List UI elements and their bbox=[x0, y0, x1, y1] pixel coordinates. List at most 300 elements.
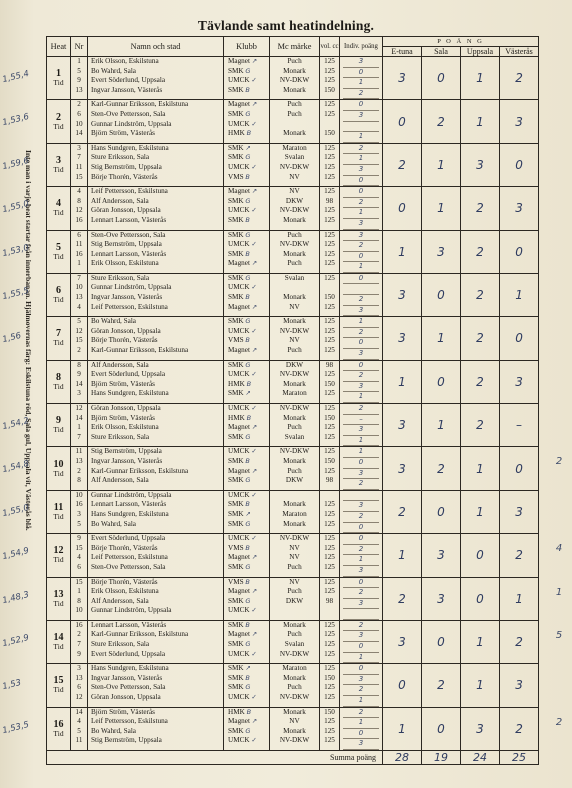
rider-mc: Puch bbox=[287, 562, 302, 571]
rider-indiv: 0 bbox=[343, 534, 379, 545]
rider-nr: 16 bbox=[75, 500, 83, 509]
rider-nr: 8 bbox=[77, 360, 81, 369]
rider-club-text: SMK bbox=[228, 196, 244, 205]
rider-name: Alf Andersson, Sala bbox=[91, 196, 149, 205]
rider-club bbox=[224, 553, 269, 563]
rider-indiv: – bbox=[343, 415, 379, 426]
rider-club-text: Magnet bbox=[228, 423, 250, 432]
rider-club-text: SMK bbox=[228, 317, 244, 326]
team-points: 2 bbox=[383, 143, 422, 186]
heat-time-handwritten: 1,54,8 bbox=[1, 458, 31, 476]
rider-name: Sture Eriksson, Sala bbox=[91, 273, 150, 282]
rider-nr: 6 bbox=[77, 683, 81, 692]
column-nr bbox=[71, 490, 88, 533]
team-points: 0 bbox=[422, 490, 461, 533]
team-points: 2 bbox=[461, 273, 500, 316]
team-points: 0 bbox=[461, 534, 500, 577]
rider-cc: 98 bbox=[325, 476, 334, 485]
rider-indiv: 1 bbox=[343, 718, 379, 729]
rider-club-text: UMCK bbox=[228, 119, 250, 128]
handwritten-mark: ↗ bbox=[251, 466, 258, 475]
heat-number-cell bbox=[47, 447, 71, 490]
rider-name: Börje Thorén, Västerås bbox=[91, 577, 158, 586]
rider-cc: 125 bbox=[324, 553, 335, 562]
team-points: 2 bbox=[461, 404, 500, 447]
column-club bbox=[224, 707, 270, 750]
heat-time-handwritten: 1,59,6 bbox=[1, 155, 31, 173]
column-nr bbox=[71, 187, 88, 230]
rider-club bbox=[224, 293, 269, 303]
rider-indiv: 1 bbox=[343, 392, 379, 403]
rider-club-text: Magnet bbox=[228, 302, 250, 311]
rider-cc: 125 bbox=[324, 664, 335, 673]
tid-label: Tid bbox=[53, 78, 64, 88]
column-mc bbox=[270, 534, 320, 577]
rider-cc: 125 bbox=[324, 100, 335, 109]
rider-mc: NV-DKW bbox=[279, 649, 310, 658]
column-indiv bbox=[340, 620, 383, 663]
rider-indiv: 3 bbox=[343, 306, 379, 317]
heat-number: 1 bbox=[56, 68, 61, 80]
team-points: 3 bbox=[500, 490, 539, 533]
handwritten-mark: G bbox=[245, 109, 251, 118]
rider-club bbox=[224, 578, 269, 588]
rider-nr: 1 bbox=[77, 259, 81, 268]
rider-club bbox=[224, 404, 269, 414]
team-points: 0 bbox=[422, 707, 461, 750]
rider-cc: 150 bbox=[324, 293, 335, 302]
column-indiv bbox=[340, 143, 383, 186]
rider-club-text: Magnet bbox=[228, 553, 250, 562]
heat-number-cell bbox=[47, 577, 71, 620]
rider-mc: NV-DKW bbox=[279, 404, 310, 412]
rider-cc bbox=[320, 120, 339, 130]
rider-name: Börje Thorén, Västerås bbox=[91, 336, 158, 345]
team-points: 3 bbox=[383, 57, 422, 100]
rider-name: Gunnar Lindström, Uppsala bbox=[91, 490, 172, 499]
rider-cc: 125 bbox=[324, 683, 335, 692]
column-club bbox=[224, 404, 270, 447]
column-name bbox=[88, 490, 224, 533]
team-points: 2 bbox=[500, 534, 539, 577]
rider-cc: 125 bbox=[324, 509, 335, 518]
column-nr bbox=[71, 317, 88, 360]
handwritten-mark: ✓ bbox=[251, 283, 257, 292]
team-points: 2 bbox=[500, 57, 539, 100]
handwritten-mark: G bbox=[245, 519, 251, 528]
rider-nr: 4 bbox=[77, 187, 81, 196]
rider-cc: 150 bbox=[324, 456, 335, 465]
handwritten-mark: G bbox=[245, 726, 251, 735]
rider-club bbox=[224, 274, 269, 284]
rider-club bbox=[224, 346, 269, 356]
rider-name: Karl-Gunnar Eriksson, Eskilstuna bbox=[91, 346, 189, 355]
rider-mc: Monark bbox=[283, 129, 306, 138]
rider-cc: 125 bbox=[324, 519, 335, 528]
rider-name: Hans Sundgren, Eskilstuna bbox=[91, 664, 169, 673]
rider-club-text: Magnet bbox=[228, 259, 250, 268]
rider-club-text: SMK bbox=[228, 476, 244, 485]
team-points: 3 bbox=[422, 577, 461, 620]
column-name bbox=[88, 317, 224, 360]
rider-mc: Puch bbox=[287, 346, 302, 355]
rider-indiv bbox=[343, 491, 379, 502]
rider-cc: 125 bbox=[324, 317, 335, 326]
rider-indiv: 2 bbox=[343, 328, 379, 339]
rider-club bbox=[224, 67, 269, 77]
rider-indiv: 3 bbox=[343, 566, 379, 577]
rider-name: Gunnar Lindström, Uppsala bbox=[91, 283, 172, 292]
handwritten-mark: G bbox=[245, 230, 251, 239]
rider-club bbox=[224, 110, 269, 120]
team-points: 0 bbox=[422, 273, 461, 316]
rider-nr: 4 bbox=[77, 553, 81, 562]
rider-mc bbox=[270, 606, 319, 616]
heat-time-handwritten: 1,52,9 bbox=[1, 632, 31, 650]
rider-club-text: VMS bbox=[228, 577, 244, 586]
rider-nr: 5 bbox=[77, 66, 81, 75]
rider-nr: 9 bbox=[77, 370, 81, 379]
rider-nr: 16 bbox=[75, 620, 83, 629]
rider-name: Sture Eriksson, Sala bbox=[91, 640, 150, 649]
rider-indiv: 0 bbox=[343, 338, 379, 349]
rider-mc bbox=[270, 283, 319, 293]
rider-club-text: Magnet bbox=[228, 630, 250, 639]
handwritten-mark: G bbox=[245, 153, 251, 162]
column-indiv bbox=[340, 317, 383, 360]
rider-club-text: UMCK bbox=[228, 404, 250, 412]
rider-indiv: 0 bbox=[343, 252, 379, 263]
heat-number: 2 bbox=[56, 111, 61, 123]
heat-time-handwritten: 1,53,6 bbox=[1, 111, 31, 129]
rider-name: Björn Ström, Västerås bbox=[91, 707, 155, 716]
column-cc bbox=[320, 187, 340, 230]
handwritten-mark: G bbox=[245, 273, 251, 282]
header-poang: P O Ä N G bbox=[383, 37, 539, 47]
rider-club-text: SMK bbox=[228, 293, 244, 302]
tid-label: Tid bbox=[53, 555, 64, 565]
team-points: 3 bbox=[500, 360, 539, 403]
column-club bbox=[224, 577, 270, 620]
rider-name: Leif Pettersson, Eskilstuna bbox=[91, 717, 168, 726]
column-nr bbox=[71, 360, 88, 403]
rider-cc: 125 bbox=[324, 534, 335, 543]
rider-mc: Puch bbox=[287, 109, 302, 118]
rider-cc: 150 bbox=[324, 129, 335, 138]
rider-cc: 125 bbox=[324, 587, 335, 596]
rider-mc: Maraton bbox=[282, 389, 307, 398]
rider-name: Lennart Larsson, Västerås bbox=[91, 500, 167, 509]
column-mc bbox=[270, 230, 320, 273]
column-cc bbox=[320, 577, 340, 620]
rider-nr: 11 bbox=[75, 162, 83, 171]
rider-nr: 3 bbox=[77, 389, 81, 398]
rider-cc: 125 bbox=[324, 404, 335, 412]
handwritten-mark: B bbox=[245, 456, 250, 465]
rider-mc: NV-DKW bbox=[279, 693, 310, 702]
rider-name: Sten-Ove Pettersson, Sala bbox=[91, 230, 166, 239]
rider-cc: 125 bbox=[324, 736, 335, 745]
rider-cc: 125 bbox=[324, 447, 335, 456]
team-points: 1 bbox=[383, 534, 422, 577]
rider-indiv: 3 bbox=[343, 739, 379, 750]
right-margin-note: 4 bbox=[555, 543, 563, 554]
team-points: 3 bbox=[383, 620, 422, 663]
rider-nr: 7 bbox=[77, 153, 81, 162]
column-name bbox=[88, 620, 224, 663]
rider-club-text: SMK bbox=[228, 640, 244, 649]
rider-club bbox=[224, 197, 269, 207]
rider-indiv: 1 bbox=[343, 447, 379, 458]
rider-club-text: UMCK bbox=[228, 649, 250, 658]
rider-name: Ingvar Jansson, Västerås bbox=[91, 456, 163, 465]
column-cc bbox=[320, 404, 340, 447]
summa-sala: 19 bbox=[422, 751, 461, 765]
rider-cc bbox=[320, 606, 339, 616]
heat-time-handwritten: 1,53 bbox=[1, 677, 23, 693]
column-indiv bbox=[340, 707, 383, 750]
handwritten-mark: G bbox=[245, 66, 251, 75]
column-mc bbox=[270, 143, 320, 186]
rider-cc: 125 bbox=[324, 240, 335, 249]
rider-club bbox=[224, 544, 269, 554]
column-indiv bbox=[340, 490, 383, 533]
rider-cc: 125 bbox=[324, 215, 335, 224]
rider-name: Karl-Gunnar Eriksson, Eskilstuna bbox=[91, 466, 189, 475]
rider-club bbox=[224, 674, 269, 684]
handwritten-mark: ✓ bbox=[251, 119, 257, 128]
rider-nr: 1 bbox=[77, 587, 81, 596]
rider-mc: Monark bbox=[283, 317, 306, 326]
rider-nr: 11 bbox=[75, 736, 83, 745]
rider-indiv: 3 bbox=[343, 631, 379, 642]
team-points: 2 bbox=[422, 664, 461, 707]
rider-cc: 125 bbox=[324, 389, 335, 398]
column-cc bbox=[320, 57, 340, 100]
rider-nr: 5 bbox=[77, 317, 81, 326]
rider-nr: 14 bbox=[75, 707, 83, 716]
rider-club-text: SMK bbox=[228, 85, 244, 94]
rider-indiv bbox=[343, 122, 379, 133]
handwritten-mark: B bbox=[246, 379, 252, 388]
handwritten-mark: G bbox=[245, 596, 251, 605]
rider-cc: 125 bbox=[324, 693, 335, 702]
rider-nr: 12 bbox=[75, 404, 83, 412]
rider-club bbox=[224, 563, 269, 573]
rider-name: Evert Söderlund, Uppsala bbox=[91, 649, 166, 658]
team-points: 1 bbox=[383, 230, 422, 273]
rider-name: Erik Olsson, Eskilstuna bbox=[91, 587, 159, 596]
rider-nr: 1 bbox=[77, 57, 81, 65]
rider-indiv: 2 bbox=[343, 371, 379, 382]
team-points: 1 bbox=[461, 490, 500, 533]
handwritten-mark: G bbox=[245, 476, 251, 485]
rider-mc: Puch bbox=[287, 683, 302, 692]
rider-club bbox=[224, 727, 269, 737]
rider-name: Göran Jonsson, Uppsala bbox=[91, 326, 161, 335]
rider-indiv: 2 bbox=[343, 241, 379, 252]
rider-name: Erik Olsson, Eskilstuna bbox=[91, 423, 159, 432]
rider-club bbox=[224, 587, 269, 597]
rider-indiv: 0 bbox=[343, 642, 379, 653]
rider-indiv: 2 bbox=[343, 621, 379, 632]
rider-name: Evert Söderlund, Uppsala bbox=[91, 76, 166, 85]
right-margin-note: 1 bbox=[555, 587, 563, 598]
rider-nr: 13 bbox=[75, 293, 83, 302]
rider-indiv: 3 bbox=[343, 599, 379, 610]
rider-mc: Puch bbox=[287, 630, 302, 639]
rider-club bbox=[224, 693, 269, 703]
rider-club bbox=[224, 717, 269, 727]
rider-indiv: 0 bbox=[343, 68, 379, 79]
column-cc bbox=[320, 230, 340, 273]
rider-indiv bbox=[343, 609, 379, 620]
rider-mc: Monark bbox=[283, 620, 306, 629]
handwritten-mark: ↗ bbox=[245, 389, 251, 398]
heat-row bbox=[47, 447, 539, 490]
page-title: Tävlande samt heatindelning. bbox=[197, 18, 375, 33]
handwritten-mark: B bbox=[245, 577, 250, 586]
column-cc bbox=[320, 273, 340, 316]
rider-club bbox=[224, 491, 269, 501]
rider-name: Sture Eriksson, Sala bbox=[91, 153, 150, 162]
column-cc bbox=[320, 620, 340, 663]
rider-indiv: 1 bbox=[343, 132, 379, 143]
heat-number-cell bbox=[47, 620, 71, 663]
rider-mc: Maraton bbox=[282, 143, 307, 152]
rider-club bbox=[224, 153, 269, 163]
heat-row bbox=[47, 620, 539, 663]
rider-nr: 1 bbox=[77, 423, 81, 432]
rider-name: Sten-Ove Pettersson, Sala bbox=[91, 683, 166, 692]
rider-indiv: 0 bbox=[343, 274, 379, 285]
rider-nr: 13 bbox=[75, 673, 83, 682]
tid-label: Tid bbox=[53, 685, 64, 695]
handwritten-mark: B bbox=[245, 172, 250, 181]
column-nr bbox=[71, 577, 88, 620]
handwritten-mark: ✓ bbox=[251, 736, 257, 745]
column-name bbox=[88, 664, 224, 707]
team-points: 0 bbox=[461, 577, 500, 620]
rider-mc: Monark bbox=[283, 413, 306, 422]
column-cc bbox=[320, 360, 340, 403]
rider-club bbox=[224, 534, 269, 544]
rider-club-text: Magnet bbox=[228, 587, 250, 596]
column-indiv bbox=[340, 187, 383, 230]
rider-name: Gunnar Lindström, Uppsala bbox=[91, 606, 172, 615]
handwritten-mark: ✓ bbox=[251, 326, 257, 335]
handwritten-mark: ↗ bbox=[251, 423, 258, 432]
rider-mc: Svalan bbox=[284, 153, 305, 162]
rider-mc: NV bbox=[289, 336, 300, 345]
rider-club-text: SMK bbox=[228, 109, 244, 118]
rider-indiv: 2 bbox=[343, 512, 379, 523]
rider-indiv: 3 bbox=[343, 231, 379, 242]
handwritten-mark: B bbox=[245, 336, 250, 345]
heat-time-handwritten: 1,53,5 bbox=[1, 719, 31, 737]
rider-cc bbox=[320, 491, 339, 501]
column-mc bbox=[270, 317, 320, 360]
rider-name: Bo Wahrd, Sala bbox=[91, 317, 137, 326]
handwritten-mark: ↗ bbox=[251, 302, 258, 311]
rider-mc: NV-DKW bbox=[279, 370, 310, 379]
rider-mc: DKW bbox=[285, 596, 304, 605]
rider-name: Lennart Larsson, Västerås bbox=[91, 215, 167, 224]
column-name bbox=[88, 577, 224, 620]
heat-number: 11 bbox=[53, 501, 64, 513]
rider-club-text: SMK bbox=[228, 389, 244, 398]
tid-label: Tid bbox=[53, 598, 64, 608]
column-mc bbox=[270, 447, 320, 490]
rider-indiv: 3 bbox=[343, 165, 379, 176]
rider-indiv: 0 bbox=[343, 176, 379, 187]
team-points: 3 bbox=[422, 230, 461, 273]
column-club bbox=[224, 143, 270, 186]
tid-label: Tid bbox=[53, 295, 64, 305]
rider-name: Lennart Larsson, Västerås bbox=[91, 620, 167, 629]
rider-cc: 125 bbox=[324, 230, 335, 239]
rider-indiv: 2 bbox=[343, 404, 379, 415]
column-nr bbox=[71, 620, 88, 663]
rider-cc: 150 bbox=[324, 673, 335, 682]
heat-time-handwritten: 1,55,0 bbox=[1, 502, 31, 520]
column-name bbox=[88, 143, 224, 186]
rider-club-text: SMK bbox=[228, 509, 244, 518]
rider-cc: 125 bbox=[324, 620, 335, 629]
rider-mc: Monark bbox=[283, 456, 306, 465]
rider-mc: Monark bbox=[283, 707, 306, 716]
rider-club-text: SMK bbox=[228, 153, 244, 162]
rider-club bbox=[224, 606, 269, 616]
handwritten-mark: B bbox=[245, 293, 250, 302]
rider-mc: NV-DKW bbox=[279, 447, 310, 456]
rider-name: Björn Ström, Västerås bbox=[91, 129, 155, 138]
rider-club-text: SMK bbox=[228, 432, 244, 441]
rider-nr: 2 bbox=[77, 466, 81, 475]
handwritten-mark: ✓ bbox=[251, 240, 257, 249]
tid-label: Tid bbox=[53, 642, 64, 652]
rider-nr: 4 bbox=[77, 717, 81, 726]
column-nr bbox=[71, 707, 88, 750]
results-table bbox=[46, 36, 539, 765]
rider-mc: DKW bbox=[285, 196, 304, 205]
rider-name: Bo Wahrd, Sala bbox=[91, 66, 137, 75]
team-points: 2 bbox=[500, 707, 539, 750]
heat-number-cell bbox=[47, 664, 71, 707]
team-points: 0 bbox=[383, 664, 422, 707]
rider-club-text: UMCK bbox=[228, 162, 250, 171]
column-mc bbox=[270, 707, 320, 750]
team-points: 2 bbox=[500, 620, 539, 663]
rider-indiv: 2 bbox=[343, 89, 379, 100]
rider-club-text: UMCK bbox=[228, 283, 250, 292]
rider-club-text: SMK bbox=[228, 673, 244, 682]
heat-number-cell bbox=[47, 143, 71, 186]
column-club bbox=[224, 664, 270, 707]
rider-club bbox=[224, 664, 269, 674]
column-indiv bbox=[340, 534, 383, 577]
column-indiv bbox=[340, 577, 383, 620]
header-team-etuna: E-tuna bbox=[383, 47, 422, 57]
rider-mc: Svalan bbox=[284, 640, 305, 649]
heat-number: 13 bbox=[53, 588, 64, 600]
rider-indiv: 1 bbox=[343, 555, 379, 566]
handwritten-mark: ✓ bbox=[251, 370, 257, 379]
handwritten-mark: G bbox=[245, 683, 251, 692]
rider-club bbox=[224, 370, 269, 380]
rider-club bbox=[224, 500, 269, 510]
tid-label: Tid bbox=[53, 511, 64, 521]
